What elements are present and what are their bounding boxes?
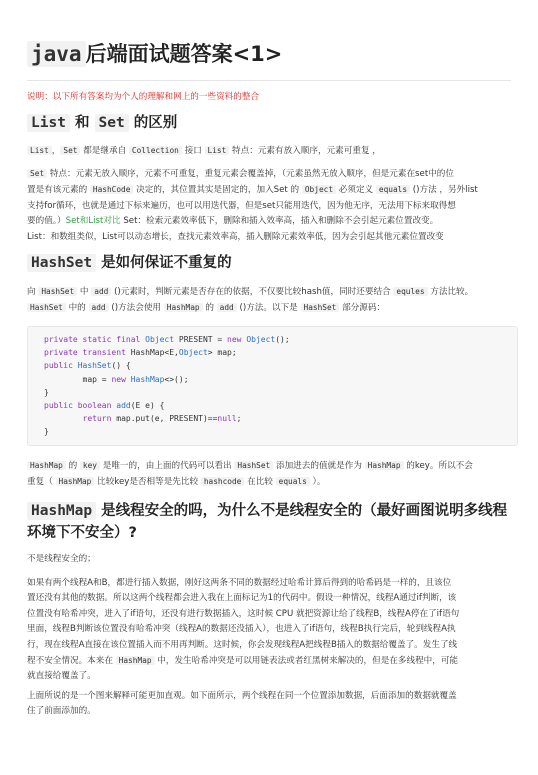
line: 如果有两个线程A和B，都进行插入数据，刚好这两条不同的数据经过哈希计算后得到的哈希码是一样的，且该位 <box>27 578 452 588</box>
text: ， <box>51 146 61 156</box>
inline-code: Object <box>302 185 336 194</box>
text: 中的 <box>65 303 89 314</box>
title-text: 后端面试题答案<1> <box>85 42 283 66</box>
line <box>27 458 518 474</box>
line: 位置没有哈希冲突，进入了if语句，还没有进行数据插入，这时候 CPU 就把资源让给了线程B，线程A停在了if语句 <box>27 608 460 619</box>
heading-text: 是如何保证不重复的 <box>96 255 232 271</box>
inline-code: HashMap <box>56 477 95 486</box>
text: ()元素时，判断元素是否存在的依据，不仅要比较hash值，同时还要结合 <box>111 287 394 297</box>
inline-code: List <box>205 146 230 155</box>
inline-code: HashSet <box>234 461 273 470</box>
text: 要的值。） <box>27 216 66 227</box>
inline-code: HashMap <box>365 461 404 470</box>
heading-list-set <box>27 112 511 134</box>
text: 添加进去的值就是作为 <box>273 461 365 471</box>
code-line-2: private transient HashMap<E,Object> map; <box>44 348 237 358</box>
paragraph-thread-explanation <box>27 576 518 685</box>
inline-code: HashSet <box>301 303 340 312</box>
line: 置还没有其他的数据。所以这两个线程都会进入我在上面标记为1的代码中。假设一种情况，线程A通过if判断，该 <box>27 593 457 604</box>
heading-code-hashmap: HashMap <box>27 502 96 520</box>
heading-line-2: 环境下不安全）? <box>27 525 137 541</box>
inline-code: add <box>91 287 111 296</box>
paragraph-not-thread-safe: 不是线程安全的； <box>27 554 96 564</box>
text: 方法比较。 <box>427 287 474 297</box>
text: ()方法 ，另外list <box>410 185 478 196</box>
code-line-6: public boolean add(E e) { <box>44 401 165 411</box>
text: 特点：元素无放入顺序，元素不可重复，重复元素会覆盖掉，（元素虽然无放入顺序，但是元素在set中的位 <box>47 169 454 179</box>
line: 住了前面添加的。 <box>27 706 96 717</box>
paragraph-diagram-intro <box>27 689 518 720</box>
inline-code: List <box>27 146 52 155</box>
paragraph-hashmap-key <box>27 458 518 491</box>
text: 在比较 <box>244 477 276 488</box>
page-title <box>27 40 511 81</box>
inline-code: equals <box>376 185 410 194</box>
line: 行，现在线程A直接在该位置插入而不用再判断。这时候，你会发现线程A把线程B插入的数据给覆盖了。发生了线 <box>27 639 458 650</box>
inline-code: Set <box>60 146 80 155</box>
text: ()方法。以下是 <box>236 303 301 314</box>
code-line-3: public HashSet() { <box>44 361 131 371</box>
line: List：和数组类似，List可以动态增长，查找元素效率高，插入删除元素效率低，因为会引起其他元素位置改变 <box>27 231 444 242</box>
code-line-5: } <box>44 387 49 397</box>
line: 支持for循环，也就是通过下标来遍历，也可以用迭代器，但是set只能用迭代，因为他无序，无法用下标来取得想 <box>27 200 456 211</box>
text: 的key。所以不会 <box>403 461 473 471</box>
inline-code: Collection <box>129 146 182 155</box>
intro-note: 说明：以下所有答案均为个人的理解和网上的一些资料的整合 <box>27 92 260 102</box>
code-line-1: private static final Object PRESENT = new Object(); <box>44 335 290 344</box>
text: 特点：元素有放入顺序，元素可重复 ， <box>229 146 381 156</box>
code-line-8: } <box>44 427 49 437</box>
line <box>27 653 518 669</box>
line <box>27 182 518 198</box>
inline-code: hashcode <box>201 477 245 486</box>
inline-code: HashMap <box>27 461 66 470</box>
set-list-compare-link[interactable]: Set和List对比 <box>65 216 121 227</box>
text: 部分源码： <box>339 303 386 314</box>
text: 的 <box>65 461 80 471</box>
text: Set：检索元素效率低下，删除和插入效率高，插入和删除不会引起元素位置改变。 <box>120 216 439 227</box>
text: 必须定义 <box>336 185 376 196</box>
text: 的 <box>202 303 217 314</box>
code-line-7: return map.put(e, PRESENT)==null; <box>82 414 242 424</box>
text: ）。 <box>309 477 326 488</box>
heading-code-list: List <box>27 114 70 132</box>
heading-and: 和 <box>69 115 95 131</box>
inline-code: HashMap <box>116 656 155 665</box>
text: 向 <box>27 287 39 297</box>
line <box>27 214 518 229</box>
inline-code: add <box>217 303 237 312</box>
text: 都是继承自 <box>80 146 129 156</box>
text: 重复（ <box>27 477 56 488</box>
inline-code: add <box>89 303 109 312</box>
paragraph-hashset-intro <box>27 284 518 317</box>
text: 决定的，其位置其实是固定的，加入Set 的 <box>133 185 302 196</box>
text: 是唯一的，由上面的代码可以看出 <box>100 461 235 471</box>
text: 中 <box>77 287 92 297</box>
heading-hashset <box>27 252 511 274</box>
title-code: java <box>27 41 86 67</box>
heading-code-set: Set <box>95 114 129 132</box>
text: 接口 <box>181 146 205 156</box>
text: 中，发生哈希冲突是可以用链表法或者红黑树来解决的，但是在多线程中，可能 <box>154 656 459 667</box>
heading-text: 是线程安全的吗，为什么不是线程安全的（最好画图说明多线程 <box>96 503 508 519</box>
text: ()方法会使用 <box>108 303 164 314</box>
code-line-4: map = new HashMap<>(); <box>44 374 189 384</box>
inline-code: HashMap <box>164 303 203 312</box>
line <box>27 166 518 182</box>
inline-code: key <box>80 461 100 470</box>
inline-code: HashCode <box>90 185 134 194</box>
paragraph-list-set-intro <box>27 143 511 159</box>
line <box>27 300 518 316</box>
line: 里面，线程B判断该位置没有哈希冲突（线程A的数据还没插入），也进入了if语句，线程B执行完后，轮到线程A执 <box>27 624 456 635</box>
text: 比较key是否相等是先比较 <box>94 477 201 488</box>
text: 置是有该元素的 <box>27 185 90 196</box>
line <box>27 474 518 490</box>
heading-line-1 <box>27 500 518 522</box>
inline-code: Set <box>27 169 47 178</box>
heading-hashmap-thread-safe <box>27 500 518 544</box>
line: 上面所说的是一个图来解释可能更加直观。如下面所示，两个线程在同一个位置添加数据，后面添加的数据就覆盖 <box>27 691 457 701</box>
heading-text: 的区别 <box>128 115 178 131</box>
paragraph-set-features <box>27 166 518 245</box>
line <box>27 284 518 300</box>
inline-code: HashSet <box>27 303 66 312</box>
heading-code-hashset: HashSet <box>27 254 96 272</box>
text: 程不安全情况。本来在 <box>27 656 116 667</box>
inline-code: equals <box>276 477 310 486</box>
inline-code: HashSet <box>38 287 77 296</box>
inline-code: equles <box>393 287 427 296</box>
line: 就直接给覆盖了。 <box>27 671 96 682</box>
code-block <box>27 326 518 446</box>
